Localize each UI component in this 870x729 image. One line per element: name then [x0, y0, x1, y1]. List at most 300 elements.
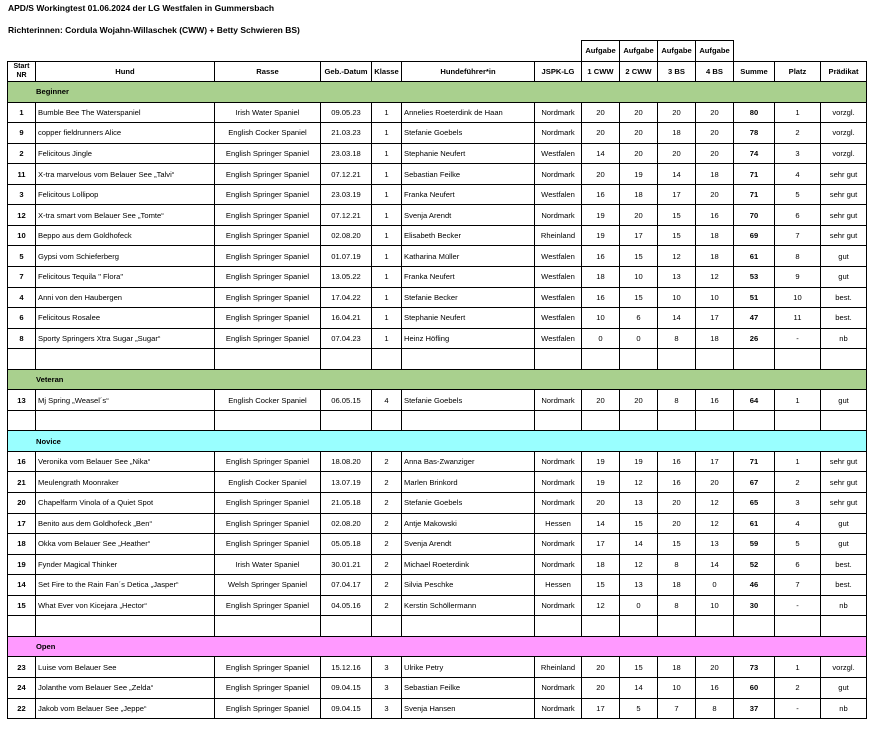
cell-hund: copper fieldrunners Alice [36, 123, 215, 144]
cell-aufgabe-3: 20 [658, 493, 696, 514]
col-platz: Platz [775, 61, 821, 82]
cell-aufgabe-3: 8 [658, 595, 696, 616]
empty-cell [402, 349, 535, 370]
cell-aufgabe-1: 16 [582, 287, 620, 308]
cell-hundefuehrer: Michael Roeterdink [402, 554, 535, 575]
cell-geb-datum: 01.07.19 [321, 246, 372, 267]
cell-aufgabe-1: 20 [582, 102, 620, 123]
cell-geb-datum: 07.04.17 [321, 575, 372, 596]
cell-hundefuehrer: Katharina Müller [402, 246, 535, 267]
section-header-beginner [8, 82, 867, 103]
cell-rasse: English Springer Spaniel [215, 698, 321, 719]
cell-aufgabe-2: 14 [620, 534, 658, 555]
cell-platz: 6 [775, 205, 821, 226]
cell-summe: 37 [734, 698, 775, 719]
cell-klasse: 3 [372, 677, 402, 698]
cell-aufgabe-1: 16 [582, 246, 620, 267]
empty-cell [821, 349, 867, 370]
empty-cell [775, 616, 821, 637]
section-header-veteran [8, 369, 867, 390]
cell-platz: 3 [775, 493, 821, 514]
cell-praedikat: sehr gut [821, 451, 867, 472]
cell-aufgabe-3: 15 [658, 534, 696, 555]
cell-hund: Mj Spring „Weasel´s“ [36, 390, 215, 411]
cell-hundefuehrer: Marlen Brinkord [402, 472, 535, 493]
table-row [8, 205, 867, 226]
cell-hundefuehrer: Stefanie Goebels [402, 390, 535, 411]
cell-hundefuehrer: Ulrike Petry [402, 657, 535, 678]
cell-platz: 9 [775, 267, 821, 288]
cell-praedikat: best. [821, 554, 867, 575]
cell-hund: Meulengrath Moonraker [36, 472, 215, 493]
cell-rasse: English Springer Spaniel [215, 267, 321, 288]
table-row [8, 102, 867, 123]
cell-praedikat: best. [821, 287, 867, 308]
cell-hund: Jakob vom Belauer See „Jeppe“ [36, 698, 215, 719]
empty-cell [36, 410, 215, 431]
empty-cell [658, 410, 696, 431]
cell-praedikat: vorzgl. [821, 102, 867, 123]
cell-aufgabe-2: 13 [620, 493, 658, 514]
cell-rasse: English Cocker Spaniel [215, 390, 321, 411]
cell-summe: 73 [734, 657, 775, 678]
cell-start-nr: 15 [8, 595, 36, 616]
cell-summe: 47 [734, 308, 775, 329]
cell-aufgabe-4: 17 [696, 308, 734, 329]
cell-hundefuehrer: Elisabeth Becker [402, 225, 535, 246]
cell-aufgabe-1: 20 [582, 657, 620, 678]
cell-geb-datum: 05.05.18 [321, 534, 372, 555]
cell-summe: 67 [734, 472, 775, 493]
cell-jspk-lg: Westfalen [535, 287, 582, 308]
cell-aufgabe-4: 20 [696, 143, 734, 164]
cell-hundefuehrer: Sebastian Feilke [402, 677, 535, 698]
section-label: Novice [8, 431, 867, 452]
table-row [8, 164, 867, 185]
cell-aufgabe-3: 18 [658, 123, 696, 144]
cell-aufgabe-3: 20 [658, 102, 696, 123]
cell-rasse: English Springer Spaniel [215, 287, 321, 308]
table-row [8, 246, 867, 267]
cell-aufgabe-3: 7 [658, 698, 696, 719]
cell-aufgabe-4: 12 [696, 267, 734, 288]
cell-geb-datum: 02.08.20 [321, 513, 372, 534]
cell-jspk-lg: Nordmark [535, 205, 582, 226]
table-row [8, 390, 867, 411]
empty-cell [734, 349, 775, 370]
cell-aufgabe-3: 8 [658, 328, 696, 349]
cell-rasse: Irish Water Spaniel [215, 102, 321, 123]
cell-start-nr: 22 [8, 698, 36, 719]
empty-cell [372, 410, 402, 431]
cell-rasse: English Springer Spaniel [215, 513, 321, 534]
cell-aufgabe-4: 18 [696, 164, 734, 185]
page-title: APD/S Workingtest 01.06.2024 der LG Westfalen in Gummersbach [8, 3, 275, 13]
cell-geb-datum: 04.05.16 [321, 595, 372, 616]
cell-klasse: 1 [372, 225, 402, 246]
cell-summe: 71 [734, 184, 775, 205]
cell-aufgabe-2: 20 [620, 143, 658, 164]
header-row [8, 61, 867, 82]
col-praedikat: Prädikat [821, 61, 867, 82]
cell-aufgabe-3: 18 [658, 575, 696, 596]
cell-hund: Sporty Springers Xtra Sugar „Sugar“ [36, 328, 215, 349]
cell-rasse: English Springer Spaniel [215, 308, 321, 329]
cell-geb-datum: 15.12.16 [321, 657, 372, 678]
cell-aufgabe-4: 8 [696, 698, 734, 719]
table-row [8, 493, 867, 514]
table-row [8, 575, 867, 596]
cell-start-nr: 10 [8, 225, 36, 246]
cell-praedikat: nb [821, 328, 867, 349]
cell-rasse: English Springer Spaniel [215, 164, 321, 185]
cell-rasse: English Cocker Spaniel [215, 123, 321, 144]
cell-platz: 1 [775, 451, 821, 472]
cell-praedikat: gut [821, 677, 867, 698]
cell-start-nr: 5 [8, 246, 36, 267]
cell-jspk-lg: Nordmark [535, 554, 582, 575]
cell-aufgabe-4: 10 [696, 287, 734, 308]
cell-praedikat: nb [821, 698, 867, 719]
cell-start-nr: 19 [8, 554, 36, 575]
cell-klasse: 1 [372, 164, 402, 185]
cell-klasse: 2 [372, 554, 402, 575]
cell-aufgabe-3: 20 [658, 513, 696, 534]
cell-klasse: 2 [372, 451, 402, 472]
cell-geb-datum: 09.04.15 [321, 677, 372, 698]
cell-jspk-lg: Westfalen [535, 308, 582, 329]
empty-cell [215, 349, 321, 370]
cell-praedikat: best. [821, 308, 867, 329]
cell-hund: X-tra smart vom Belauer See „Tomte“ [36, 205, 215, 226]
cell-hund: Set Fire to the Rain Fan´s Detica „Jasper“ [36, 575, 215, 596]
col-1-cww: 1 CWW [582, 61, 620, 82]
empty-cell [8, 616, 36, 637]
cell-rasse: English Springer Spaniel [215, 184, 321, 205]
cell-klasse: 1 [372, 123, 402, 144]
table-row [8, 472, 867, 493]
cell-jspk-lg: Westfalen [535, 246, 582, 267]
cell-praedikat: gut [821, 513, 867, 534]
cell-aufgabe-1: 17 [582, 534, 620, 555]
table-row [8, 657, 867, 678]
cell-geb-datum: 23.03.18 [321, 143, 372, 164]
cell-jspk-lg: Rheinland [535, 225, 582, 246]
cell-aufgabe-2: 19 [620, 164, 658, 185]
cell-start-nr: 11 [8, 164, 36, 185]
cell-aufgabe-3: 18 [658, 657, 696, 678]
table-row [8, 143, 867, 164]
cell-hundefuehrer: Stephanie Neufert [402, 143, 535, 164]
cell-klasse: 4 [372, 390, 402, 411]
cell-hund: Felicitous Lollipop [36, 184, 215, 205]
cell-hund: Anni von den Haubergen [36, 287, 215, 308]
cell-aufgabe-1: 17 [582, 698, 620, 719]
cell-rasse: English Springer Spaniel [215, 143, 321, 164]
cell-summe: 71 [734, 451, 775, 472]
cell-jspk-lg: Nordmark [535, 677, 582, 698]
cell-start-nr: 20 [8, 493, 36, 514]
col-2-cww: 2 CWW [620, 61, 658, 82]
cell-aufgabe-1: 19 [582, 472, 620, 493]
cell-aufgabe-1: 14 [582, 143, 620, 164]
cell-aufgabe-4: 13 [696, 534, 734, 555]
cell-aufgabe-2: 20 [620, 123, 658, 144]
empty-cell [321, 410, 372, 431]
cell-aufgabe-2: 15 [620, 287, 658, 308]
cell-geb-datum: 09.04.15 [321, 698, 372, 719]
cell-jspk-lg: Nordmark [535, 102, 582, 123]
cell-rasse: English Springer Spaniel [215, 657, 321, 678]
cell-aufgabe-4: 12 [696, 513, 734, 534]
cell-hund: Luise vom Belauer See [36, 657, 215, 678]
cell-aufgabe-2: 19 [620, 451, 658, 472]
cell-start-nr: 8 [8, 328, 36, 349]
cell-jspk-lg: Nordmark [535, 493, 582, 514]
cell-praedikat: sehr gut [821, 205, 867, 226]
cell-hundefuehrer: Antje Makowski [402, 513, 535, 534]
cell-platz: - [775, 698, 821, 719]
cell-praedikat: sehr gut [821, 164, 867, 185]
cell-klasse: 1 [372, 143, 402, 164]
cell-summe: 78 [734, 123, 775, 144]
cell-summe: 59 [734, 534, 775, 555]
cell-platz: 1 [775, 390, 821, 411]
cell-praedikat: vorzgl. [821, 143, 867, 164]
cell-rasse: Irish Water Spaniel [215, 554, 321, 575]
cell-summe: 52 [734, 554, 775, 575]
cell-summe: 71 [734, 164, 775, 185]
empty-cell [321, 349, 372, 370]
cell-aufgabe-1: 18 [582, 554, 620, 575]
cell-praedikat: best. [821, 575, 867, 596]
cell-hund: Felicitous Rosalee [36, 308, 215, 329]
cell-aufgabe-3: 20 [658, 143, 696, 164]
empty-cell [36, 616, 215, 637]
cell-praedikat: vorzgl. [821, 657, 867, 678]
cell-summe: 69 [734, 225, 775, 246]
cell-aufgabe-2: 0 [620, 328, 658, 349]
cell-aufgabe-4: 16 [696, 677, 734, 698]
cell-jspk-lg: Hessen [535, 513, 582, 534]
table-row [8, 123, 867, 144]
cell-klasse: 2 [372, 534, 402, 555]
cell-platz: 11 [775, 308, 821, 329]
cell-aufgabe-1: 20 [582, 390, 620, 411]
col-klasse: Klasse [372, 61, 402, 82]
empty-cell [535, 349, 582, 370]
cell-praedikat: gut [821, 267, 867, 288]
cell-jspk-lg: Nordmark [535, 534, 582, 555]
cell-aufgabe-2: 10 [620, 267, 658, 288]
cell-jspk-lg: Westfalen [535, 143, 582, 164]
empty-cell [402, 410, 535, 431]
cell-aufgabe-2: 15 [620, 513, 658, 534]
cell-praedikat: gut [821, 390, 867, 411]
empty-cell [535, 616, 582, 637]
cell-aufgabe-2: 0 [620, 595, 658, 616]
cell-jspk-lg: Nordmark [535, 451, 582, 472]
empty-cell [696, 616, 734, 637]
cell-hundefuehrer: Silvia Peschke [402, 575, 535, 596]
cell-aufgabe-2: 13 [620, 575, 658, 596]
table-row [8, 554, 867, 575]
section-label: Beginner [8, 82, 867, 103]
cell-aufgabe-3: 14 [658, 164, 696, 185]
cell-summe: 80 [734, 102, 775, 123]
cell-jspk-lg: Nordmark [535, 472, 582, 493]
table-row [8, 595, 867, 616]
cell-aufgabe-2: 15 [620, 246, 658, 267]
cell-aufgabe-4: 12 [696, 493, 734, 514]
cell-jspk-lg: Nordmark [535, 698, 582, 719]
section-header-novice [8, 431, 867, 452]
cell-summe: 46 [734, 575, 775, 596]
cell-platz: 4 [775, 164, 821, 185]
cell-jspk-lg: Rheinland [535, 657, 582, 678]
cell-start-nr: 17 [8, 513, 36, 534]
col-geb-datum: Geb.-Datum [321, 61, 372, 82]
table-row [8, 451, 867, 472]
cell-hundefuehrer: Stefanie Goebels [402, 123, 535, 144]
cell-platz: - [775, 595, 821, 616]
cell-aufgabe-3: 13 [658, 267, 696, 288]
empty-cell [402, 616, 535, 637]
cell-platz: 1 [775, 657, 821, 678]
cell-start-nr: 7 [8, 267, 36, 288]
cell-hundefuehrer: Sebastian Feilke [402, 164, 535, 185]
cell-rasse: English Cocker Spaniel [215, 472, 321, 493]
cell-summe: 64 [734, 390, 775, 411]
cell-rasse: English Springer Spaniel [215, 205, 321, 226]
empty-cell [775, 410, 821, 431]
cell-platz: 5 [775, 184, 821, 205]
cell-platz: 7 [775, 225, 821, 246]
cell-aufgabe-1: 14 [582, 513, 620, 534]
cell-start-nr: 13 [8, 390, 36, 411]
section-label: Veteran [8, 369, 867, 390]
table-row [8, 308, 867, 329]
cell-aufgabe-3: 8 [658, 554, 696, 575]
cell-start-nr: 6 [8, 308, 36, 329]
cell-geb-datum: 16.04.21 [321, 308, 372, 329]
cell-aufgabe-4: 20 [696, 184, 734, 205]
empty-cell [372, 616, 402, 637]
cell-aufgabe-2: 12 [620, 554, 658, 575]
empty-cell [582, 616, 620, 637]
cell-platz: 7 [775, 575, 821, 596]
cell-start-nr: 24 [8, 677, 36, 698]
cell-aufgabe-4: 20 [696, 657, 734, 678]
cell-start-nr: 4 [8, 287, 36, 308]
table-row [8, 225, 867, 246]
empty-cell [8, 349, 36, 370]
empty-row [8, 616, 867, 637]
cell-hund: Gypsi vom Schieferberg [36, 246, 215, 267]
empty-cell [696, 349, 734, 370]
col-rasse: Rasse [215, 61, 321, 82]
cell-summe: 60 [734, 677, 775, 698]
col-hund: Hund [36, 61, 215, 82]
cell-hund: Felicitous Tequila " Flora" [36, 267, 215, 288]
cell-jspk-lg: Westfalen [535, 267, 582, 288]
cell-start-nr: 3 [8, 184, 36, 205]
cell-aufgabe-4: 20 [696, 472, 734, 493]
cell-aufgabe-3: 16 [658, 472, 696, 493]
cell-rasse: English Springer Spaniel [215, 595, 321, 616]
cell-aufgabe-2: 20 [620, 390, 658, 411]
cell-start-nr: 18 [8, 534, 36, 555]
empty-cell [535, 410, 582, 431]
cell-aufgabe-4: 16 [696, 390, 734, 411]
cell-hund: Okka vom Belauer See „Heather“ [36, 534, 215, 555]
cell-summe: 51 [734, 287, 775, 308]
cell-rasse: English Springer Spaniel [215, 534, 321, 555]
cell-hundefuehrer: Heinz Höfling [402, 328, 535, 349]
empty-cell [821, 616, 867, 637]
empty-cell [620, 616, 658, 637]
cell-aufgabe-1: 20 [582, 164, 620, 185]
cell-aufgabe-4: 18 [696, 246, 734, 267]
cell-aufgabe-4: 20 [696, 102, 734, 123]
table-row [8, 267, 867, 288]
table-row [8, 534, 867, 555]
cell-aufgabe-2: 20 [620, 102, 658, 123]
aufgabe-header-1: Aufgabe [582, 41, 620, 62]
cell-hund: Felicitous Jingle [36, 143, 215, 164]
cell-aufgabe-4: 18 [696, 328, 734, 349]
cell-jspk-lg: Nordmark [535, 595, 582, 616]
cell-aufgabe-1: 19 [582, 225, 620, 246]
cell-geb-datum: 30.01.21 [321, 554, 372, 575]
empty-cell [372, 349, 402, 370]
cell-summe: 53 [734, 267, 775, 288]
cell-hundefuehrer: Franka Neufert [402, 267, 535, 288]
cell-platz: 1 [775, 102, 821, 123]
cell-start-nr: 2 [8, 143, 36, 164]
table-row [8, 328, 867, 349]
cell-hundefuehrer: Stephanie Neufert [402, 308, 535, 329]
cell-aufgabe-1: 15 [582, 575, 620, 596]
table-row [8, 287, 867, 308]
aufgabe-header-4: Aufgabe [696, 41, 734, 62]
cell-platz: 5 [775, 534, 821, 555]
cell-aufgabe-1: 16 [582, 184, 620, 205]
cell-klasse: 1 [372, 267, 402, 288]
cell-aufgabe-2: 18 [620, 184, 658, 205]
cell-klasse: 2 [372, 472, 402, 493]
col-3-bs: 3 BS [658, 61, 696, 82]
cell-summe: 61 [734, 246, 775, 267]
col-start-nr: Start NR [8, 61, 36, 82]
cell-platz: 6 [775, 554, 821, 575]
cell-klasse: 2 [372, 575, 402, 596]
cell-aufgabe-4: 16 [696, 205, 734, 226]
cell-aufgabe-1: 19 [582, 205, 620, 226]
empty-row [8, 410, 867, 431]
table-body [8, 82, 867, 719]
cell-hundefuehrer: Anna Bas-Zwanziger [402, 451, 535, 472]
cell-aufgabe-1: 19 [582, 451, 620, 472]
cell-rasse: English Springer Spaniel [215, 328, 321, 349]
empty-cell [658, 616, 696, 637]
empty-cell [734, 616, 775, 637]
table-row [8, 184, 867, 205]
empty-cell [775, 349, 821, 370]
judges-line: Richterinnen: Cordula Wojahn-Willaschek (CWW) + Betty Schwieren BS) [8, 25, 300, 35]
cell-aufgabe-2: 12 [620, 472, 658, 493]
cell-aufgabe-3: 10 [658, 287, 696, 308]
